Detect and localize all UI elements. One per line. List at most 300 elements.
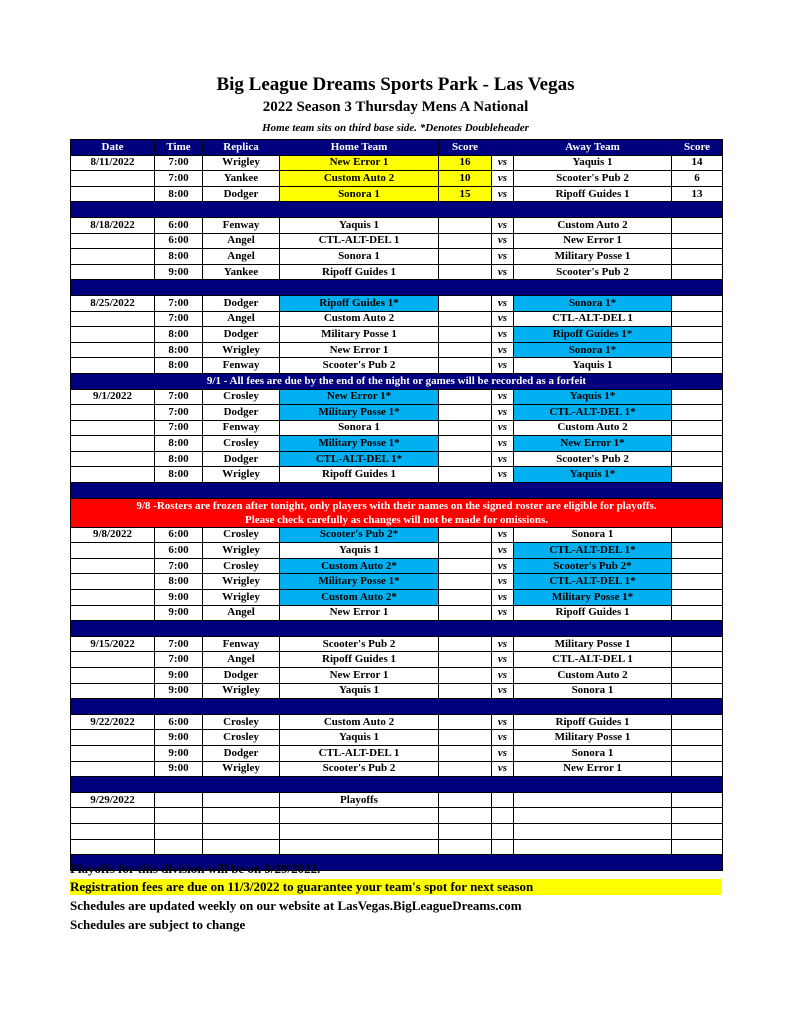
away-team-cell: Military Posse 1 xyxy=(514,249,672,265)
game-row xyxy=(71,467,723,483)
home-score-cell xyxy=(439,436,492,452)
replica-cell: Crosley xyxy=(203,714,280,730)
date-cell xyxy=(71,171,155,187)
away-team-cell: Scooter's Pub 2 xyxy=(514,451,672,467)
time-cell: 6:00 xyxy=(155,543,203,559)
away-score-cell: 14 xyxy=(672,155,723,171)
away-score-cell: 13 xyxy=(672,186,723,202)
home-team-cell: Sonora 1 xyxy=(280,186,439,202)
away-score-cell xyxy=(672,792,723,808)
home-team-cell: Ripoff Guides 1 xyxy=(280,264,439,280)
away-team-cell: Ripoff Guides 1 xyxy=(514,186,672,202)
time-cell: 7:00 xyxy=(155,155,203,171)
away-score-cell xyxy=(672,264,723,280)
home-score-cell xyxy=(439,792,492,808)
home-team-cell: Ripoff Guides 1 xyxy=(280,467,439,483)
home-score-cell xyxy=(439,683,492,699)
home-team-cell: Scooter's Pub 2 xyxy=(280,358,439,374)
separator-bar xyxy=(71,483,723,499)
away-score-cell xyxy=(672,249,723,265)
time-cell: 9:00 xyxy=(155,745,203,761)
vs-cell: vs xyxy=(492,311,514,327)
away-score-cell: 6 xyxy=(672,171,723,187)
alert-cell xyxy=(71,498,723,527)
away-team-cell: New Error 1 xyxy=(514,233,672,249)
away-score-cell xyxy=(672,668,723,684)
time-cell xyxy=(155,808,203,824)
away-score-cell xyxy=(672,683,723,699)
game-row xyxy=(71,590,723,606)
time-cell: 7:00 xyxy=(155,311,203,327)
vs-cell: vs xyxy=(492,155,514,171)
home-team-cell: Custom Auto 2* xyxy=(280,590,439,606)
replica-cell xyxy=(203,839,280,855)
replica-cell: Wrigley xyxy=(203,155,280,171)
home-score-cell xyxy=(439,217,492,233)
home-score-cell: 10 xyxy=(439,171,492,187)
vs-cell xyxy=(492,839,514,855)
home-score-cell xyxy=(439,405,492,421)
home-team-cell: New Error 1 xyxy=(280,605,439,621)
replica-cell: Wrigley xyxy=(203,761,280,777)
game-row xyxy=(71,358,723,374)
home-team-cell: CTL-ALT-DEL 1* xyxy=(280,451,439,467)
replica-cell xyxy=(203,808,280,824)
home-score-cell xyxy=(439,590,492,606)
away-team-cell: CTL-ALT-DEL 1* xyxy=(514,543,672,559)
replica-cell: Fenway xyxy=(203,636,280,652)
vs-cell: vs xyxy=(492,233,514,249)
away-score-cell xyxy=(672,233,723,249)
col-header-away-team: Away Team xyxy=(514,140,672,156)
time-cell: 9:00 xyxy=(155,683,203,699)
away-team-cell: Military Posse 1* xyxy=(514,590,672,606)
vs-cell: vs xyxy=(492,327,514,343)
away-score-cell xyxy=(672,405,723,421)
home-score-cell xyxy=(439,714,492,730)
home-team-cell: Yaquis 1 xyxy=(280,543,439,559)
home-team-cell: Military Posse 1* xyxy=(280,405,439,421)
game-row xyxy=(71,761,723,777)
time-cell: 8:00 xyxy=(155,358,203,374)
away-score-cell xyxy=(672,327,723,343)
time-cell: 9:00 xyxy=(155,590,203,606)
home-team-cell: Yaquis 1 xyxy=(280,217,439,233)
time-cell xyxy=(155,792,203,808)
footer-change: Schedules are subject to change xyxy=(70,917,246,932)
date-cell xyxy=(71,590,155,606)
date-cell: 9/22/2022 xyxy=(71,714,155,730)
date-cell: 8/25/2022 xyxy=(71,295,155,311)
replica-cell: Wrigley xyxy=(203,683,280,699)
alert-row xyxy=(71,498,723,527)
time-cell: 7:00 xyxy=(155,636,203,652)
schedule-table xyxy=(70,139,723,871)
separator-bar xyxy=(71,280,723,296)
home-score-cell xyxy=(439,574,492,590)
vs-cell: vs xyxy=(492,683,514,699)
home-score-cell xyxy=(439,605,492,621)
home-score-cell xyxy=(439,808,492,824)
away-score-cell xyxy=(672,295,723,311)
home-score-cell xyxy=(439,358,492,374)
home-score-cell xyxy=(439,543,492,559)
date-cell xyxy=(71,558,155,574)
date-cell xyxy=(71,405,155,421)
vs-cell: vs xyxy=(492,527,514,543)
away-team-cell: Sonora 1 xyxy=(514,745,672,761)
home-team-cell: Ripoff Guides 1 xyxy=(280,652,439,668)
footer-website: Schedules are updated weekly on our website at LasVegas.BigLeagueDreams.com xyxy=(70,898,522,913)
home-team-cell: Scooter's Pub 2 xyxy=(280,636,439,652)
away-score-cell xyxy=(672,714,723,730)
separator-bar xyxy=(71,202,723,218)
time-cell: 8:00 xyxy=(155,436,203,452)
date-cell: 9/8/2022 xyxy=(71,527,155,543)
vs-cell: vs xyxy=(492,730,514,746)
date-cell xyxy=(71,839,155,855)
away-team-cell: CTL-ALT-DEL 1 xyxy=(514,652,672,668)
vs-cell: vs xyxy=(492,249,514,265)
date-cell xyxy=(71,311,155,327)
time-cell: 8:00 xyxy=(155,186,203,202)
home-team-cell: Military Posse 1* xyxy=(280,436,439,452)
home-score-cell xyxy=(439,233,492,249)
col-header-home-score: Score xyxy=(439,140,492,156)
date-cell xyxy=(71,605,155,621)
vs-cell: vs xyxy=(492,171,514,187)
time-cell: 7:00 xyxy=(155,389,203,405)
date-cell xyxy=(71,358,155,374)
notice-row xyxy=(71,373,723,389)
home-score-cell xyxy=(439,451,492,467)
time-cell xyxy=(155,839,203,855)
away-team-cell: New Error 1* xyxy=(514,436,672,452)
replica-cell: Dodger xyxy=(203,327,280,343)
vs-cell: vs xyxy=(492,558,514,574)
separator-row xyxy=(71,777,723,793)
separator-row xyxy=(71,699,723,715)
date-cell xyxy=(71,467,155,483)
date-cell xyxy=(71,264,155,280)
away-team-cell xyxy=(514,808,672,824)
game-row xyxy=(71,249,723,265)
home-team-cell xyxy=(280,823,439,839)
vs-cell: vs xyxy=(492,590,514,606)
game-row xyxy=(71,745,723,761)
home-score-cell xyxy=(439,823,492,839)
replica-cell xyxy=(203,792,280,808)
home-team-cell xyxy=(280,808,439,824)
replica-cell: Crosley xyxy=(203,389,280,405)
game-row xyxy=(71,436,723,452)
home-score-cell xyxy=(439,527,492,543)
table-header-row xyxy=(71,140,723,156)
date-cell xyxy=(71,342,155,358)
away-team-cell: Scooter's Pub 2 xyxy=(514,264,672,280)
time-cell: 7:00 xyxy=(155,558,203,574)
away-score-cell xyxy=(672,217,723,233)
home-team-cell: Sonora 1 xyxy=(280,420,439,436)
home-team-cell: Military Posse 1* xyxy=(280,574,439,590)
alert-line-1: 9/8 -Rosters are frozen after tonight, only players with their names on the signed roster are eligible for playoffs. xyxy=(136,499,657,512)
time-cell: 7:00 xyxy=(155,405,203,421)
away-team-cell xyxy=(514,823,672,839)
vs-cell: vs xyxy=(492,543,514,559)
away-score-cell xyxy=(672,590,723,606)
away-team-cell: Yaquis 1* xyxy=(514,467,672,483)
vs-cell xyxy=(492,823,514,839)
game-row xyxy=(71,543,723,559)
away-score-cell xyxy=(672,574,723,590)
home-score-cell xyxy=(439,668,492,684)
away-score-cell xyxy=(672,730,723,746)
time-cell: 8:00 xyxy=(155,342,203,358)
away-team-cell: New Error 1 xyxy=(514,761,672,777)
away-score-cell xyxy=(672,436,723,452)
page-subtitle: 2022 Season 3 Thursday Mens A National xyxy=(262,99,529,115)
home-team-cell: New Error 1 xyxy=(280,155,439,171)
col-header-replica: Replica xyxy=(203,140,280,156)
time-cell: 7:00 xyxy=(155,171,203,187)
footer-playoffs: Playoffs for this division will be on 9/29/2022. xyxy=(70,861,321,876)
vs-cell: vs xyxy=(492,761,514,777)
away-score-cell xyxy=(672,823,723,839)
replica-cell: Crosley xyxy=(203,558,280,574)
replica-cell: Dodger xyxy=(203,405,280,421)
time-cell: 6:00 xyxy=(155,527,203,543)
separator-row xyxy=(71,621,723,637)
time-cell: 9:00 xyxy=(155,605,203,621)
date-cell xyxy=(71,761,155,777)
date-cell xyxy=(71,436,155,452)
time-cell: 7:00 xyxy=(155,652,203,668)
away-score-cell xyxy=(672,652,723,668)
date-cell xyxy=(71,186,155,202)
game-row xyxy=(71,823,723,839)
away-team-cell: Yaquis 1 xyxy=(514,358,672,374)
replica-cell: Wrigley xyxy=(203,590,280,606)
game-row xyxy=(71,636,723,652)
game-row xyxy=(71,295,723,311)
replica-cell: Angel xyxy=(203,605,280,621)
vs-cell: vs xyxy=(492,636,514,652)
replica-cell: Crosley xyxy=(203,527,280,543)
vs-cell: vs xyxy=(492,668,514,684)
date-cell xyxy=(71,745,155,761)
away-team-cell xyxy=(514,792,672,808)
home-score-cell: 15 xyxy=(439,186,492,202)
time-cell: 7:00 xyxy=(155,420,203,436)
home-score-cell: 16 xyxy=(439,155,492,171)
home-team-cell: Sonora 1 xyxy=(280,249,439,265)
away-score-cell xyxy=(672,451,723,467)
notice-text: 9/1 - All fees are due by the end of the night or games will be recorded as a forfeit xyxy=(71,373,723,389)
replica-cell: Yankee xyxy=(203,264,280,280)
away-team-cell: Military Posse 1 xyxy=(514,730,672,746)
game-row xyxy=(71,186,723,202)
col-header-away-score: Score xyxy=(672,140,723,156)
vs-cell: vs xyxy=(492,436,514,452)
replica-cell: Dodger xyxy=(203,186,280,202)
replica-cell: Wrigley xyxy=(203,543,280,559)
home-team-cell: CTL-ALT-DEL 1 xyxy=(280,233,439,249)
away-score-cell xyxy=(672,745,723,761)
away-team-cell: Custom Auto 2 xyxy=(514,217,672,233)
time-cell: 8:00 xyxy=(155,574,203,590)
game-row xyxy=(71,668,723,684)
game-row xyxy=(71,527,723,543)
away-team-cell: Ripoff Guides 1 xyxy=(514,714,672,730)
vs-cell: vs xyxy=(492,389,514,405)
replica-cell: Dodger xyxy=(203,745,280,761)
home-team-cell: Custom Auto 2 xyxy=(280,714,439,730)
home-score-cell xyxy=(439,730,492,746)
game-row xyxy=(71,714,723,730)
time-cell: 6:00 xyxy=(155,714,203,730)
separator-row xyxy=(71,280,723,296)
away-team-cell: CTL-ALT-DEL 1 xyxy=(514,311,672,327)
home-score-cell xyxy=(439,467,492,483)
game-row xyxy=(71,311,723,327)
vs-cell: vs xyxy=(492,405,514,421)
footer-registration: Registration fees are due on 11/3/2022 to guarantee your team's spot for next season xyxy=(70,879,722,895)
game-row xyxy=(71,342,723,358)
home-score-cell xyxy=(439,745,492,761)
game-row xyxy=(71,839,723,855)
vs-cell: vs xyxy=(492,358,514,374)
game-row xyxy=(71,155,723,171)
home-score-cell xyxy=(439,558,492,574)
replica-cell: Fenway xyxy=(203,358,280,374)
replica-cell: Fenway xyxy=(203,217,280,233)
home-team-cell: Yaquis 1 xyxy=(280,730,439,746)
separator-bar xyxy=(71,621,723,637)
time-cell: 9:00 xyxy=(155,730,203,746)
away-team-cell: Sonora 1 xyxy=(514,527,672,543)
date-cell xyxy=(71,249,155,265)
date-cell: 9/1/2022 xyxy=(71,389,155,405)
date-cell xyxy=(71,327,155,343)
away-team-cell: CTL-ALT-DEL 1* xyxy=(514,574,672,590)
home-score-cell xyxy=(439,249,492,265)
home-team-cell: New Error 1 xyxy=(280,668,439,684)
date-cell xyxy=(71,668,155,684)
vs-cell: vs xyxy=(492,451,514,467)
game-row xyxy=(71,451,723,467)
game-row xyxy=(71,217,723,233)
away-team-cell: Sonora 1 xyxy=(514,683,672,699)
date-cell: 8/11/2022 xyxy=(71,155,155,171)
replica-cell: Crosley xyxy=(203,730,280,746)
separator-bar xyxy=(71,777,723,793)
alert-line-2: Please check carefully as changes will not be made for omissions. xyxy=(245,513,548,526)
game-row xyxy=(71,605,723,621)
date-cell xyxy=(71,808,155,824)
home-team-cell: Military Posse 1 xyxy=(280,327,439,343)
date-cell xyxy=(71,730,155,746)
time-cell: 6:00 xyxy=(155,233,203,249)
game-row xyxy=(71,171,723,187)
col-header-time: Time xyxy=(155,140,203,156)
date-cell xyxy=(71,543,155,559)
home-score-cell xyxy=(439,420,492,436)
home-team-cell: Ripoff Guides 1* xyxy=(280,295,439,311)
home-team-cell: Custom Auto 2 xyxy=(280,311,439,327)
away-score-cell xyxy=(672,389,723,405)
home-team-cell: Yaquis 1 xyxy=(280,683,439,699)
separator-bar xyxy=(71,699,723,715)
home-team-cell: Playoffs xyxy=(280,792,439,808)
time-cell: 8:00 xyxy=(155,451,203,467)
separator-row xyxy=(71,202,723,218)
away-team-cell: Custom Auto 2 xyxy=(514,668,672,684)
replica-cell: Wrigley xyxy=(203,467,280,483)
replica-cell xyxy=(203,823,280,839)
col-header-vs xyxy=(492,140,514,156)
away-score-cell xyxy=(672,543,723,559)
date-cell xyxy=(71,233,155,249)
away-team-cell: Custom Auto 2 xyxy=(514,420,672,436)
away-team-cell xyxy=(514,839,672,855)
replica-cell: Dodger xyxy=(203,295,280,311)
date-cell xyxy=(71,420,155,436)
home-score-cell xyxy=(439,342,492,358)
time-cell: 9:00 xyxy=(155,668,203,684)
time-cell: 9:00 xyxy=(155,761,203,777)
away-score-cell xyxy=(672,420,723,436)
home-team-cell: New Error 1* xyxy=(280,389,439,405)
time-cell: 8:00 xyxy=(155,467,203,483)
away-score-cell xyxy=(672,311,723,327)
vs-cell: vs xyxy=(492,467,514,483)
vs-cell: vs xyxy=(492,574,514,590)
away-team-cell: Military Posse 1 xyxy=(514,636,672,652)
replica-cell: Angel xyxy=(203,233,280,249)
vs-cell: vs xyxy=(492,264,514,280)
game-row xyxy=(71,574,723,590)
away-team-cell: Scooter's Pub 2* xyxy=(514,558,672,574)
replica-cell: Dodger xyxy=(203,668,280,684)
away-team-cell: Scooter's Pub 2 xyxy=(514,171,672,187)
home-team-cell xyxy=(280,839,439,855)
game-row xyxy=(71,683,723,699)
home-score-cell xyxy=(439,636,492,652)
game-row xyxy=(71,808,723,824)
vs-cell xyxy=(492,808,514,824)
game-row xyxy=(71,420,723,436)
home-team-cell: Custom Auto 2 xyxy=(280,171,439,187)
vs-cell: vs xyxy=(492,217,514,233)
date-cell xyxy=(71,574,155,590)
vs-cell: vs xyxy=(492,342,514,358)
game-row xyxy=(71,652,723,668)
game-row xyxy=(71,389,723,405)
col-header-date: Date xyxy=(71,140,155,156)
home-team-cell: CTL-ALT-DEL 1 xyxy=(280,745,439,761)
date-cell: 9/15/2022 xyxy=(71,636,155,652)
home-score-cell xyxy=(439,264,492,280)
date-cell: 8/18/2022 xyxy=(71,217,155,233)
time-cell: 8:00 xyxy=(155,249,203,265)
away-team-cell: Sonora 1* xyxy=(514,342,672,358)
home-score-cell xyxy=(439,327,492,343)
home-score-cell xyxy=(439,761,492,777)
away-score-cell xyxy=(672,761,723,777)
vs-cell: vs xyxy=(492,652,514,668)
away-team-cell: Ripoff Guides 1 xyxy=(514,605,672,621)
home-team-cell: Scooter's Pub 2 xyxy=(280,761,439,777)
